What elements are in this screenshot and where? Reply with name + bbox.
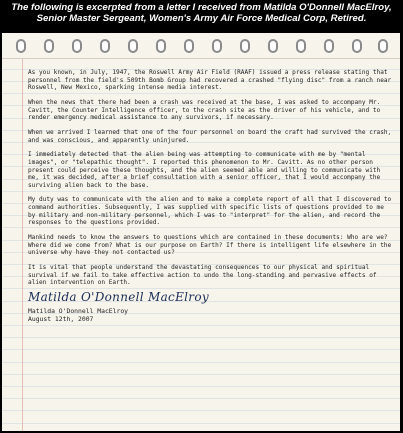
letter-body bbox=[28, 69, 394, 323]
letter-paragraph: It is vital that people understand the devastating consequences to our physical and spiritual survival if we fail to take effective action to undo the long-standing and pervasive effects of alien intervention on Earth. bbox=[28, 264, 377, 287]
spiral-ring-icon bbox=[44, 39, 54, 53]
letter-paragraph: My duty was to communicate with the alien and to make a complete report of all that I discovered to command authorities. Subsequently, I was supplied with specific lists of questions provided to me by military and non-military personnel, which I was to "interpret" for the alien, and record the responses to the questions provided. bbox=[28, 196, 392, 227]
excerpt-header bbox=[0, 0, 403, 34]
paper-margin-line bbox=[22, 33, 23, 431]
spiral-ring-icon bbox=[240, 39, 250, 53]
spiral-ring-icon bbox=[212, 39, 222, 53]
spiral-ring-icon bbox=[296, 39, 306, 53]
spiral-ring-icon bbox=[100, 39, 110, 53]
notebook-paper bbox=[2, 33, 400, 431]
spiral-ring-icon bbox=[156, 39, 166, 53]
spiral-ring-icon bbox=[16, 39, 26, 53]
letter-paragraph: When the news that there had been a crash was received at the base, I was asked to accompany Mr. Cavitt, the Counter Intelligence officer, to the crash site as the driver of his vehicle, and to render emergency medical assistance to any survivors, if necessary. bbox=[28, 98, 381, 122]
letter-date: August 12th, 2007 bbox=[28, 314, 94, 323]
spiral-ring-icon bbox=[184, 39, 194, 53]
letter-paragraph: Mankind needs to know the answers to questions which are contained in these documents: Who are we? Where did we come from? What is our purpose on Earth? If there is intelligent life elsewhere in the universe why have they not contacted us? bbox=[28, 234, 392, 257]
spiral-ring-icon bbox=[72, 39, 82, 53]
letter-paragraph: When we arrived I learned that one of the four personnel on board the craft had survived the crash, and was conscious, and apparently uninjured. bbox=[28, 128, 392, 144]
spiral-ring-icon bbox=[268, 39, 278, 53]
spiral-ring-icon bbox=[378, 39, 388, 53]
spiral-binding bbox=[2, 33, 400, 59]
spiral-ring-icon bbox=[128, 39, 138, 53]
printed-name: Matilda O'Donnell MacElroy bbox=[28, 306, 129, 315]
spiral-ring-icon bbox=[352, 39, 362, 53]
letter-paragraph: I immediately detected that the alien being was attempting to communicate with me by "mental images", or "telepathic thought". I reported this phenomenon to Mr. Cavitt. As no other person present could perceive these thoughts, and the alien seemed able and willing to communicate with me, it was decided, after a brief consultation with a senior officer, that I would accompany the surviving alien back to the base. bbox=[28, 151, 381, 189]
spiral-ring-icon bbox=[324, 39, 334, 53]
handwritten-signature: Matilda O'Donnell MacElroy bbox=[28, 289, 209, 304]
header-line-2: Senior Master Sergeant, Women's Army Air Force Medical Corp, Retired. bbox=[36, 13, 367, 24]
header-line-1: The following is excerpted from a letter I received from Matilda O'Donnell MacElroy, bbox=[11, 2, 392, 13]
letter-paragraph: As you known, in July, 1947, the Roswell Army Air Field (RAAF) issued a press release stating that personnel from the field's 509th Bomb Group had recovered a crashed "flying disc" from a ranch near Roswell, New Mexico, sparking intense media interest. bbox=[28, 69, 392, 92]
